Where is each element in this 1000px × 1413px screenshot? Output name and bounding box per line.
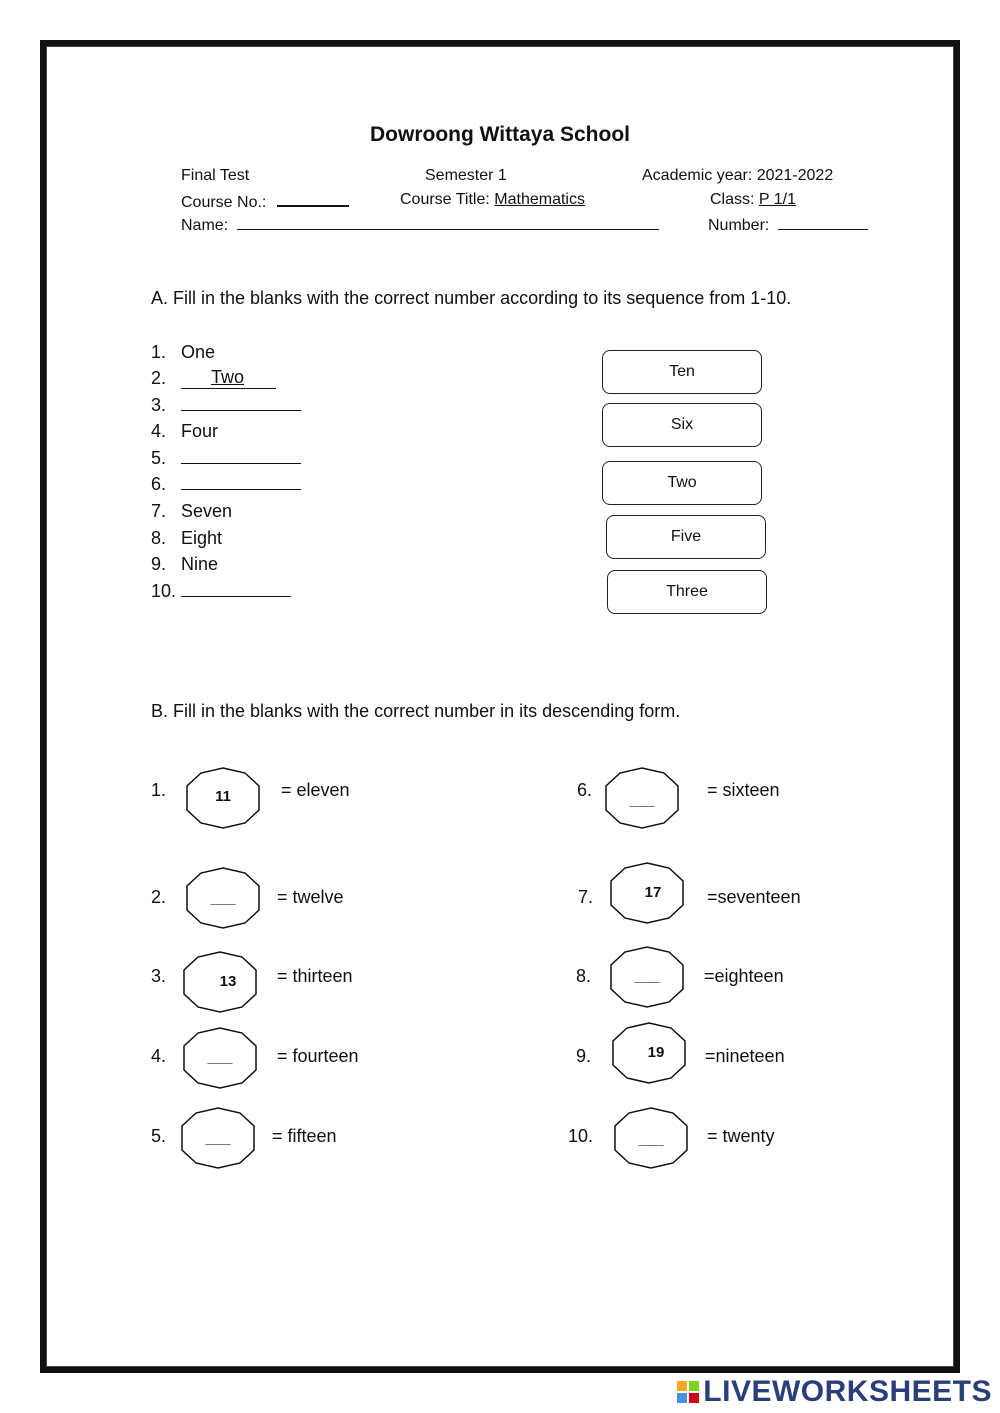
number-word: =seventeen (707, 887, 801, 907)
number-word: = eleven (281, 780, 350, 800)
number-word: = twelve (277, 887, 344, 907)
course-title-value: Mathematics (494, 191, 585, 208)
list-item: 9. Nine (151, 554, 219, 574)
item-number: 3. (151, 966, 167, 986)
answer-box[interactable]: ___ (629, 792, 655, 809)
item-number: 10. (568, 1126, 594, 1146)
answer-blank[interactable] (181, 582, 291, 597)
name-row (181, 215, 659, 235)
answer-blank[interactable] (181, 449, 301, 464)
class-value: P 1/1 (758, 191, 796, 208)
course-no-label: Course No.: (181, 194, 267, 211)
answer-box[interactable]: 19 (647, 1044, 665, 1061)
answer-box[interactable]: 17 (644, 884, 662, 901)
answer-box[interactable]: 13 (219, 973, 237, 990)
class-label: Class: (710, 191, 755, 208)
answer-box[interactable]: ___ (638, 1131, 664, 1148)
list-item: 10. (151, 581, 291, 602)
number-word: =nineteen (705, 1046, 785, 1066)
course-no-field[interactable] (277, 191, 349, 207)
number-field[interactable] (778, 215, 868, 230)
name-label: Name: (181, 217, 229, 234)
watermark-text: LIVEWORKSHEETS (703, 1375, 992, 1408)
course-title-row (400, 191, 585, 209)
list-item: 6. (151, 474, 301, 495)
item-number: 9. (576, 1046, 592, 1066)
answer-box[interactable]: ___ (205, 1130, 231, 1147)
item-number: 2. (151, 887, 167, 907)
number-word: =eighteen (704, 966, 784, 986)
number-word: = fourteen (277, 1046, 359, 1066)
academic-year-label: Academic year: 2021-2022 (642, 167, 834, 184)
answer-box[interactable]: 11 (215, 788, 231, 805)
liveworksheets-logo-icon (677, 1381, 699, 1403)
name-field[interactable] (237, 215, 659, 230)
answer-blank[interactable] (181, 475, 301, 490)
list-item: 1. One (151, 342, 216, 362)
word-box-two[interactable]: Two (602, 461, 762, 505)
test-label: Final Test (181, 167, 250, 184)
list-item: 3. (151, 395, 301, 416)
answer-box[interactable]: ___ (210, 890, 236, 907)
answer-box[interactable]: ___ (634, 968, 660, 985)
list-item: 2. Two (151, 368, 276, 389)
section-b-instruction: B. Fill in the blanks with the correct number in its descending form. (151, 701, 681, 721)
item-number: 7. (578, 887, 594, 907)
word-box-five[interactable]: Five (606, 515, 766, 559)
section-a-instruction: A. Fill in the blanks with the correct number according to its sequence from 1-10. (151, 288, 792, 308)
list-item: 7. Seven (151, 501, 233, 521)
item-number: 8. (576, 966, 592, 986)
number-word: = fifteen (272, 1126, 337, 1146)
item-number: 5. (151, 1126, 167, 1146)
number-row (708, 215, 868, 235)
word-box-six[interactable]: Six (602, 403, 762, 447)
course-title-label: Course Title: (400, 191, 490, 208)
number-word: = sixteen (707, 780, 780, 800)
liveworksheets-watermark (677, 1375, 992, 1409)
number-label: Number: (708, 217, 770, 234)
word-box-ten[interactable]: Ten (602, 350, 762, 394)
answer-blank-filled[interactable]: Two (181, 368, 276, 389)
item-number: 6. (577, 780, 593, 800)
answer-box[interactable]: ___ (207, 1049, 233, 1066)
school-title: Dowroong Wittaya School (370, 123, 630, 146)
list-item: 8. Eight (151, 528, 223, 548)
number-word: = thirteen (277, 966, 353, 986)
class-row (710, 191, 796, 209)
course-no-row (181, 191, 349, 212)
list-item: 4. Four (151, 421, 219, 441)
word-box-three[interactable]: Three (607, 570, 767, 614)
number-word: = twenty (707, 1126, 775, 1146)
semester-label: Semester 1 (425, 167, 507, 184)
item-number: 4. (151, 1046, 167, 1066)
list-item: 5. (151, 448, 301, 469)
item-number: 1. (151, 780, 167, 800)
answer-blank[interactable] (181, 396, 301, 411)
